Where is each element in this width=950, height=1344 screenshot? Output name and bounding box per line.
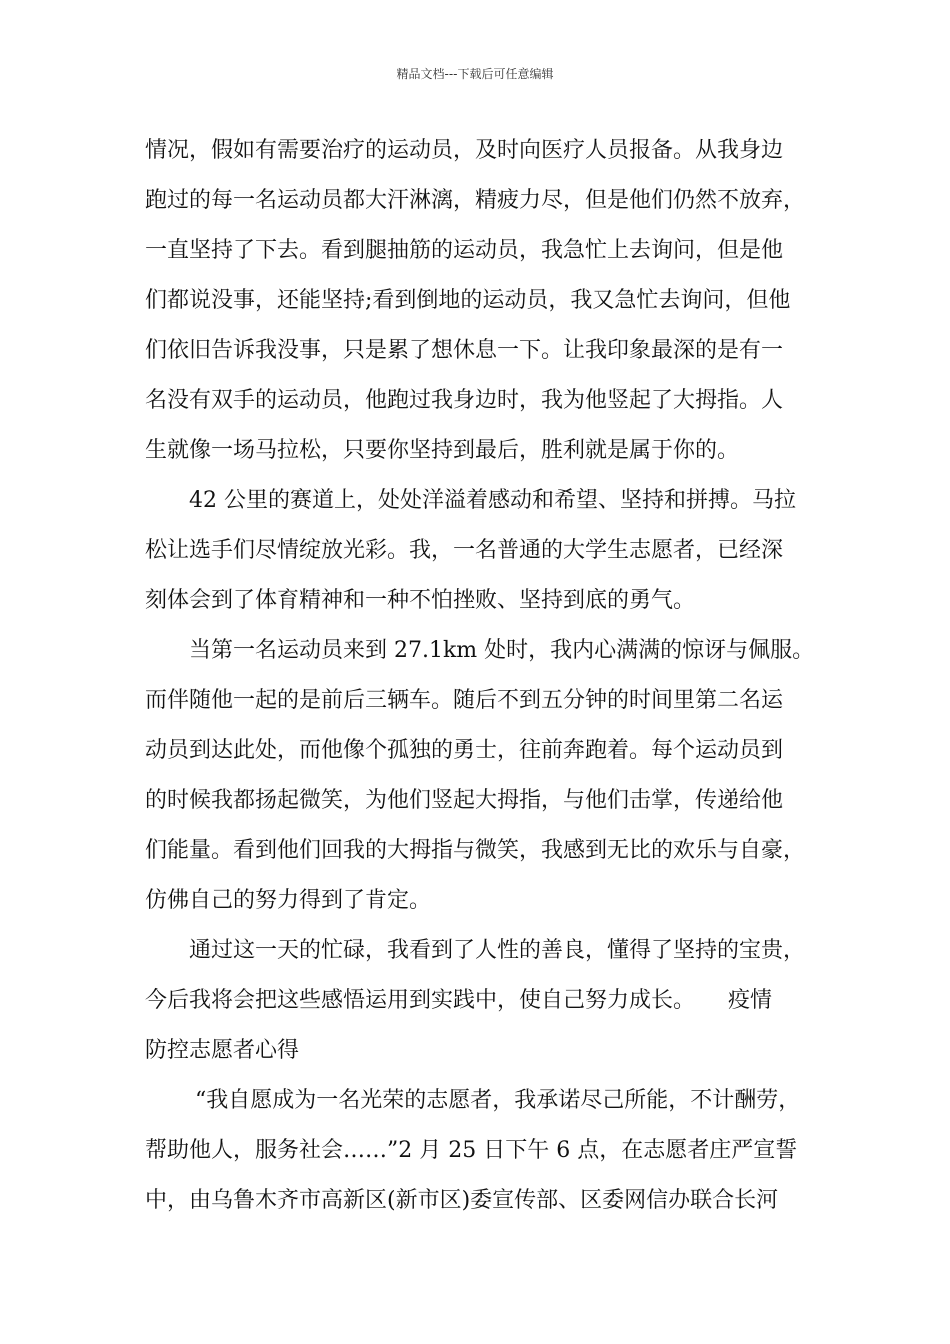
page-header: 精品文档---下载后可任意编辑 bbox=[396, 67, 554, 81]
text-line: 跑过的每一名运动员都大汗淋漓，精疲力尽，但是他们仍然不放弃， bbox=[145, 188, 806, 213]
text-line: 们能量。看到他们回我的大拇指与微笑，我感到无比的欢乐与自豪， bbox=[145, 838, 806, 863]
text-line: 的时候我都扬起微笑，为他们竖起大拇指，与他们击掌，传递给他 bbox=[145, 788, 784, 813]
text-line: 情况，假如有需要治疗的运动员，及时向医疗人员报备。从我身边 bbox=[145, 138, 784, 163]
text-line: 们都说没事，还能坚持;看到倒地的运动员，我又急忙去询问，但他 bbox=[145, 288, 791, 313]
paragraph-start-line: 当第一名运动员来到 27.1km 处时，我内心满满的惊讶与佩服。 bbox=[189, 638, 815, 663]
text-line: 松让选手们尽情绽放光彩。我，一名普通的大学生志愿者，已经深 bbox=[145, 538, 784, 563]
text-line: 而伴随他一起的是前后三辆车。随后不到五分钟的时间里第二名运 bbox=[145, 688, 784, 713]
text-line: 刻体会到了体育精神和一种不怕挫败、坚持到底的勇气。 bbox=[145, 588, 696, 613]
text-line: 仿佛自己的努力得到了肯定。 bbox=[145, 888, 432, 913]
text-line: 们依旧告诉我没事，只是累了想休息一下。让我印象最深的是有一 bbox=[145, 338, 784, 363]
text-line: 名没有双手的运动员，他跑过我身边时，我为他竖起了大拇指。人 bbox=[145, 388, 784, 413]
paragraph-start-line: “我自愿成为一名光荣的志愿者，我承诺尽己所能，不计酬劳， bbox=[195, 1088, 801, 1113]
document-body bbox=[145, 126, 815, 1226]
paragraph-start-line: 通过这一天的忙碌，我看到了人性的善良，懂得了坚持的宝贵， bbox=[189, 938, 806, 963]
text-line: 今后我将会把这些感悟运用到实践中，使自己努力成长。 疫情 bbox=[145, 988, 773, 1013]
text-line: 防控志愿者心得 bbox=[145, 1038, 300, 1063]
text-line: 生就像一场马拉松，只要你坚持到最后，胜利就是属于你的。 bbox=[145, 438, 740, 463]
text-line: 中，由乌鲁木齐市高新区(新市区)委宣传部、区委网信办联合长河 bbox=[145, 1188, 779, 1213]
text-line: 一直坚持了下去。看到腿抽筋的运动员，我急忙上去询问，但是他 bbox=[145, 238, 784, 263]
paragraph-start-line: 42 公里的赛道上，处处洋溢着感动和希望、坚持和拼搏。马拉 bbox=[189, 488, 796, 513]
text-line: 帮助他人，服务社会……”2 月 25 日下午 6 点，在志愿者庄严宣誓 bbox=[145, 1138, 798, 1163]
text-line: 动员到达此处，而他像个孤独的勇士，往前奔跑着。每个运动员到 bbox=[145, 738, 784, 763]
